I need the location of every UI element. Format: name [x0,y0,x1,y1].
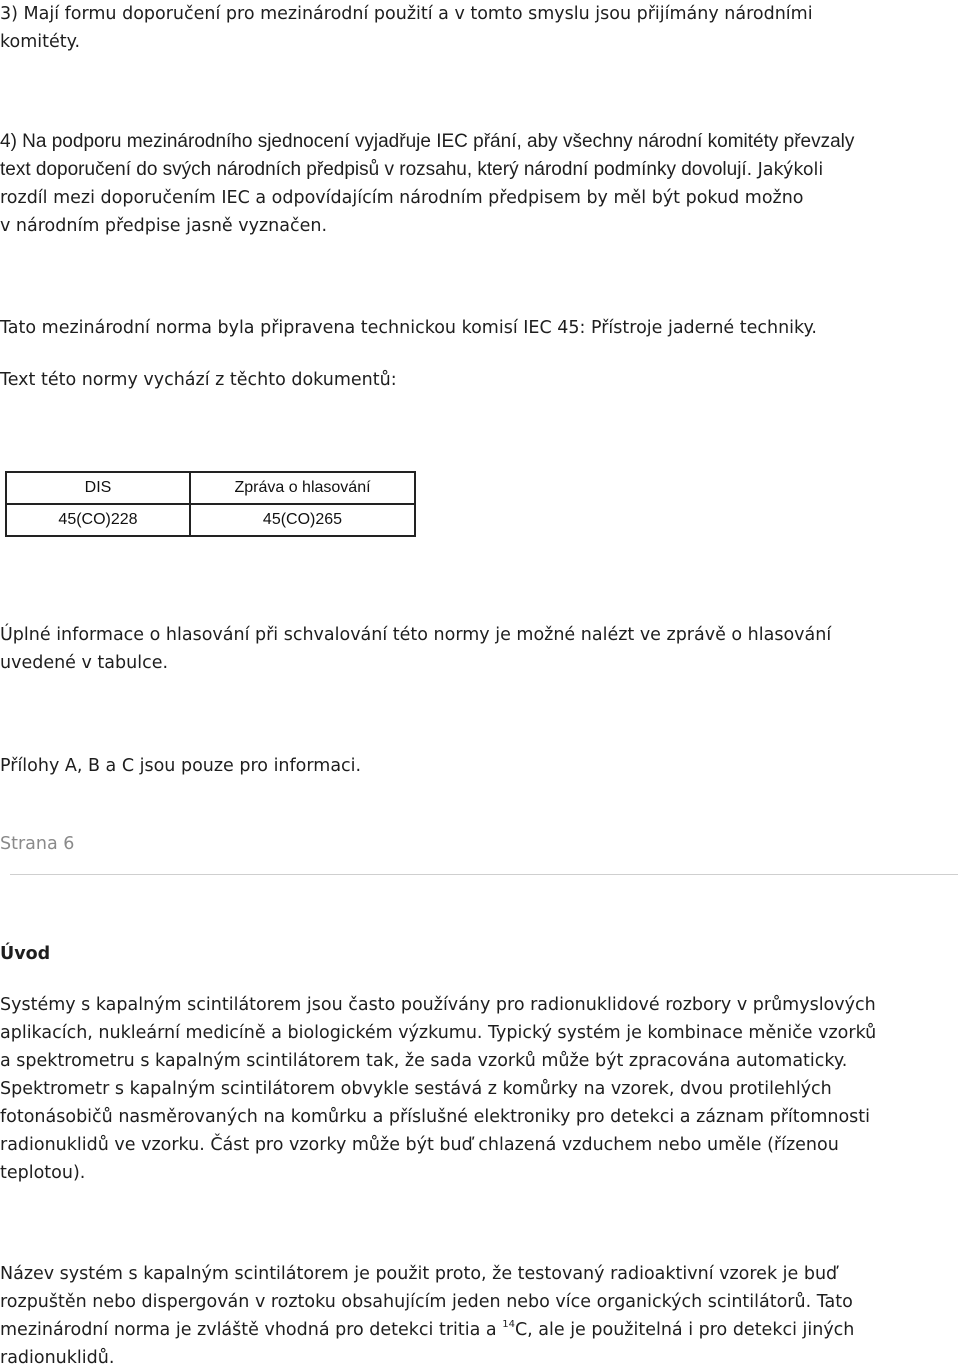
text-line: rozdíl mezi doporučením IEC a odpovídajícím národním předpisem by měl být pokud možno [0,188,804,208]
text-line: 4) Na podporu mezinárodního sjednocení vyjadřuje IEC přání, aby všechny národní komitéty převzaly [0,131,855,152]
documents-table [5,471,416,537]
paragraph-4 [0,128,958,240]
text-line: komitéty. [0,32,81,52]
table-header-dis: DIS [6,472,190,504]
text-line: radionuklidů. [0,1348,115,1368]
text-line [0,1316,958,1344]
text-line: teplotou). [0,1163,86,1183]
table-row [6,504,415,536]
table-header-report: Zpráva o hlasování [190,472,415,504]
text-line: rozpuštěn nebo dispergován v roztoku obsahujícím jeden nebo více organických scintilátorů. Tato [0,1292,853,1312]
text-line: aplikacích, nukleární medicíně a biologickém výzkumu. Typický systém je kombinace měniče vzorků [0,1023,877,1043]
superscript-mass-number: 14 [502,1319,515,1330]
page-number-label: Strana 6 [0,834,75,854]
text-segment: Jakýkoli [757,160,824,180]
text-line: Název systém s kapalným scintilátorem je použit proto, že testovaný radioaktivní vzorek je buď [0,1264,838,1284]
based-on-text: Text této normy vychází z těchto dokumentů: [0,370,397,390]
table-cell-dis: 45(CO)228 [6,504,190,536]
table-cell-report: 45(CO)265 [190,504,415,536]
text-line: radionuklidů ve vzorku. Část pro vzorky může být buď chlazená vzduchem nebo uměle (řízenou [0,1135,839,1155]
page-divider [10,874,958,875]
text-line: uvedené v tabulce. [0,653,169,673]
voting-info [0,621,958,677]
section-heading: Úvod [0,944,51,964]
text-segment: mezinárodní norma je zvláště vhodná pro detekci tritia a [0,1320,503,1340]
prepared-by-text: Tato mezinárodní norma byla připravena technickou komisí IEC 45: Přístroje jaderné techniky. [0,318,817,338]
text-line: v národním předpise jasně vyznačen. [0,216,328,236]
text-segment: C, ale je použitelná i pro detekci jiných [514,1320,855,1340]
text-line: a spektrometru s kapalným scintilátorem tak, že sada vzorků může být zpracována automaticky. [0,1051,848,1071]
text-line: Systémy s kapalným scintilátorem jsou často používány pro radionuklidové rozbory v průmyslových [0,995,876,1015]
text-line: Úplné informace o hlasování při schvalování této normy je možné nalézt ve zprávě o hlasování [0,625,832,645]
text-line: 3) Mají formu doporučení pro mezinárodní použití a v tomto smyslu jsou přijímány národními [0,4,813,24]
text-line: fotonásobičů nasměrovaných na komůrku a příslušné elektroniky pro detekci a záznam přítomnosti [0,1107,871,1127]
text-segment: text doporučení do svých národních předpisů v rozsahu, který národní podmínky dovolují. [0,159,752,180]
annexes-note: Přílohy A, B a C jsou pouze pro informaci. [0,756,362,776]
text-line [0,156,958,184]
intro-paragraph [0,991,958,1187]
text-line: Spektrometr s kapalným scintilátorem obvykle sestává z komůrky na vzorek, dvou protilehlých [0,1079,832,1099]
paragraph-3 [0,0,958,56]
naming-paragraph [0,1260,958,1372]
table-header-row [6,472,415,504]
